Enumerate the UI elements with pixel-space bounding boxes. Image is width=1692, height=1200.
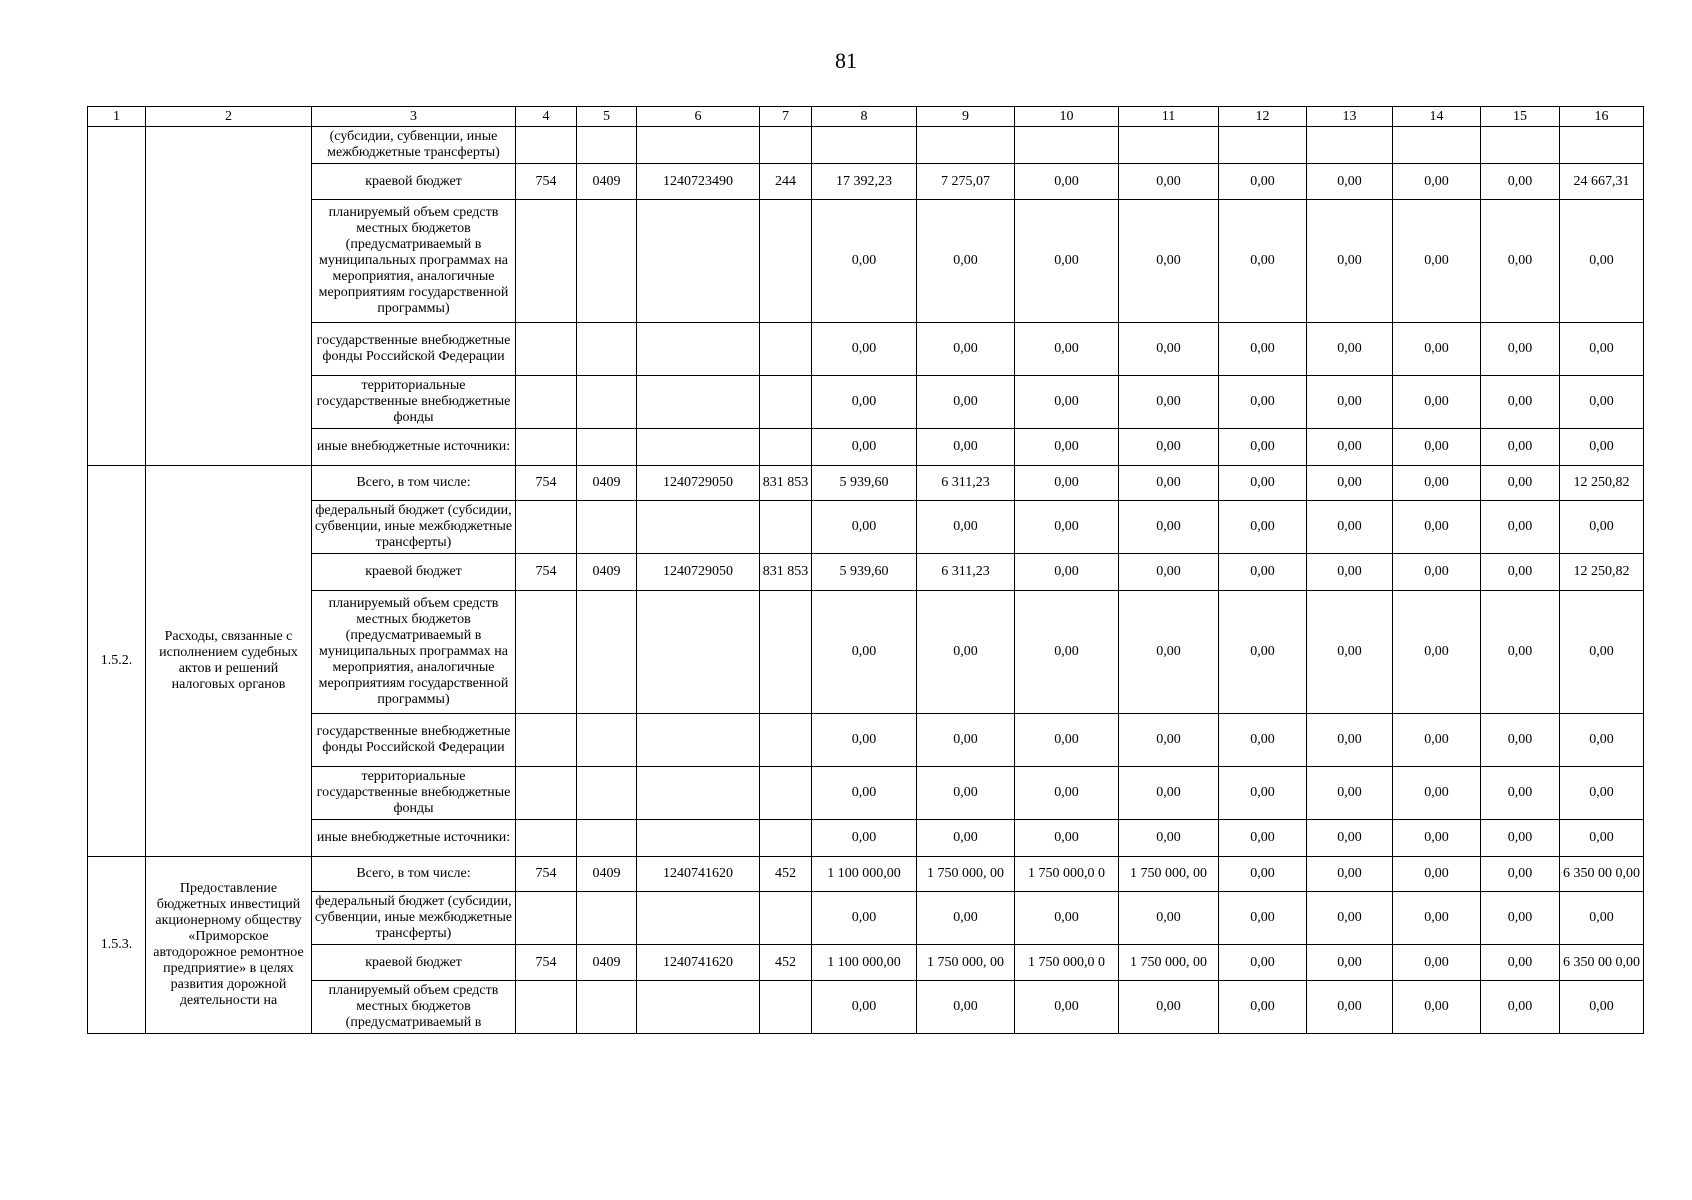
amount-cell-col11: 0,00 xyxy=(1119,501,1219,554)
column-number-6: 6 xyxy=(637,107,760,127)
amount-cell-col15: 0,00 xyxy=(1481,554,1560,591)
amount-cell-col13: 0,00 xyxy=(1307,200,1393,323)
section-code xyxy=(577,127,637,164)
admin-code xyxy=(516,892,577,945)
amount-cell-col9: 6 311,23 xyxy=(917,554,1015,591)
amount-cell-col11: 0,00 xyxy=(1119,714,1219,767)
amount-cell-col9: 0,00 xyxy=(917,429,1015,466)
amount-cell-col14 xyxy=(1393,127,1481,164)
admin-code: 754 xyxy=(516,857,577,892)
amount-cell-col10: 1 750 000,0 0 xyxy=(1015,857,1119,892)
amount-cell-col16: 6 350 00 0,00 xyxy=(1560,945,1644,981)
funding-source: иные внебюджетные источники: xyxy=(312,429,516,466)
section-code: 0409 xyxy=(577,554,637,591)
amount-cell-col10: 0,00 xyxy=(1015,554,1119,591)
amount-cell-col8: 5 939,60 xyxy=(812,554,917,591)
amount-cell-col14: 0,00 xyxy=(1393,554,1481,591)
amount-cell-col14: 0,00 xyxy=(1393,767,1481,820)
table-row xyxy=(88,892,1644,945)
amount-cell-col14: 0,00 xyxy=(1393,200,1481,323)
amount-cell-col8: 0,00 xyxy=(812,501,917,554)
column-number-9: 9 xyxy=(917,107,1015,127)
amount-cell-col13: 0,00 xyxy=(1307,892,1393,945)
amount-cell-col14: 0,00 xyxy=(1393,981,1481,1034)
amount-cell-col15 xyxy=(1481,127,1560,164)
amount-cell-col15: 0,00 xyxy=(1481,767,1560,820)
amount-cell-col9: 0,00 xyxy=(917,820,1015,857)
amount-cell-col10: 0,00 xyxy=(1015,714,1119,767)
amount-cell-col15: 0,00 xyxy=(1481,429,1560,466)
funding-source: федеральный бюджет (субсидии, субвенции, иные межбюджетные трансферты) xyxy=(312,892,516,945)
amount-cell-col15: 0,00 xyxy=(1481,892,1560,945)
section-code xyxy=(577,591,637,714)
amount-cell-col13: 0,00 xyxy=(1307,466,1393,501)
section-code: 0409 xyxy=(577,164,637,200)
expense-type-code xyxy=(760,981,812,1034)
amount-cell-col13: 0,00 xyxy=(1307,820,1393,857)
amount-cell-col11: 0,00 xyxy=(1119,981,1219,1034)
amount-cell-col10: 0,00 xyxy=(1015,820,1119,857)
amount-cell-col15: 0,00 xyxy=(1481,466,1560,501)
amount-cell-col8: 0,00 xyxy=(812,820,917,857)
amount-cell-col11: 0,00 xyxy=(1119,323,1219,376)
amount-cell-col8: 1 100 000,00 xyxy=(812,945,917,981)
amount-cell-col8: 0,00 xyxy=(812,376,917,429)
funding-source: планируемый объем средств местных бюджетов (предусматриваемый в муниципальных программах на мероприятия, аналогичные мероприятиям государственной программы) xyxy=(312,200,516,323)
funding-source: краевой бюджет xyxy=(312,554,516,591)
amount-cell-col11: 0,00 xyxy=(1119,466,1219,501)
table-row xyxy=(88,127,1644,164)
section-code xyxy=(577,981,637,1034)
amount-cell-col10 xyxy=(1015,127,1119,164)
expense-type-code xyxy=(760,892,812,945)
amount-cell-col10: 0,00 xyxy=(1015,501,1119,554)
column-number-4: 4 xyxy=(516,107,577,127)
funding-source: Всего, в том числе: xyxy=(312,466,516,501)
funding-source: территориальные государственные внебюджетные фонды xyxy=(312,376,516,429)
amount-cell-col16: 0,00 xyxy=(1560,767,1644,820)
section-code xyxy=(577,892,637,945)
amount-cell-col8: 17 392,23 xyxy=(812,164,917,200)
target-article-code xyxy=(637,981,760,1034)
target-article-code xyxy=(637,323,760,376)
amount-cell-col8: 5 939,60 xyxy=(812,466,917,501)
funding-source: государственные внебюджетные фонды Российской Федерации xyxy=(312,323,516,376)
table-row xyxy=(88,323,1644,376)
target-article-code: 1240729050 xyxy=(637,466,760,501)
amount-cell-col12: 0,00 xyxy=(1219,945,1307,981)
amount-cell-col13: 0,00 xyxy=(1307,714,1393,767)
column-number-3: 3 xyxy=(312,107,516,127)
amount-cell-col11: 0,00 xyxy=(1119,376,1219,429)
amount-cell-col12: 0,00 xyxy=(1219,554,1307,591)
expense-type-code: 244 xyxy=(760,164,812,200)
amount-cell-col13: 0,00 xyxy=(1307,376,1393,429)
amount-cell-col11: 0,00 xyxy=(1119,591,1219,714)
funding-source: краевой бюджет xyxy=(312,945,516,981)
amount-cell-col16: 0,00 xyxy=(1560,429,1644,466)
expense-type-code xyxy=(760,501,812,554)
amount-cell-col11 xyxy=(1119,127,1219,164)
table-row xyxy=(88,466,1644,501)
amount-cell-col16: 0,00 xyxy=(1560,714,1644,767)
expense-type-code xyxy=(760,591,812,714)
expense-type-code: 831 853 xyxy=(760,466,812,501)
column-number-15: 15 xyxy=(1481,107,1560,127)
expense-type-code xyxy=(760,323,812,376)
table-row xyxy=(88,376,1644,429)
amount-cell-col12: 0,00 xyxy=(1219,323,1307,376)
funding-source: иные внебюджетные источники: xyxy=(312,820,516,857)
funding-source: краевой бюджет xyxy=(312,164,516,200)
amount-cell-col16 xyxy=(1560,127,1644,164)
section-code xyxy=(577,429,637,466)
column-number-16: 16 xyxy=(1560,107,1644,127)
amount-cell-col15: 0,00 xyxy=(1481,945,1560,981)
amount-cell-col12: 0,00 xyxy=(1219,820,1307,857)
amount-cell-col14: 0,00 xyxy=(1393,945,1481,981)
amount-cell-col10: 0,00 xyxy=(1015,429,1119,466)
column-number-row xyxy=(88,107,1644,127)
amount-cell-col10: 1 750 000,0 0 xyxy=(1015,945,1119,981)
amount-cell-col8: 0,00 xyxy=(812,892,917,945)
target-article-code xyxy=(637,820,760,857)
amount-cell-col12: 0,00 xyxy=(1219,200,1307,323)
admin-code xyxy=(516,323,577,376)
item-code xyxy=(88,127,146,466)
table-row xyxy=(88,945,1644,981)
amount-cell-col9: 0,00 xyxy=(917,714,1015,767)
target-article-code xyxy=(637,714,760,767)
amount-cell-col10: 0,00 xyxy=(1015,591,1119,714)
amount-cell-col9: 0,00 xyxy=(917,591,1015,714)
table-row xyxy=(88,554,1644,591)
expense-type-code: 452 xyxy=(760,945,812,981)
amount-cell-col16: 0,00 xyxy=(1560,501,1644,554)
target-article-code xyxy=(637,892,760,945)
admin-code xyxy=(516,981,577,1034)
amount-cell-col13: 0,00 xyxy=(1307,323,1393,376)
page-number: 81 xyxy=(835,48,857,73)
amount-cell-col13: 0,00 xyxy=(1307,945,1393,981)
admin-code xyxy=(516,820,577,857)
column-number-8: 8 xyxy=(812,107,917,127)
amount-cell-col9: 1 750 000, 00 xyxy=(917,857,1015,892)
amount-cell-col9: 0,00 xyxy=(917,767,1015,820)
section-code xyxy=(577,376,637,429)
amount-cell-col16: 0,00 xyxy=(1560,981,1644,1034)
amount-cell-col12: 0,00 xyxy=(1219,164,1307,200)
admin-code xyxy=(516,429,577,466)
column-number-10: 10 xyxy=(1015,107,1119,127)
table-row xyxy=(88,429,1644,466)
amount-cell-col9 xyxy=(917,127,1015,164)
amount-cell-col12: 0,00 xyxy=(1219,981,1307,1034)
column-number-14: 14 xyxy=(1393,107,1481,127)
amount-cell-col11: 0,00 xyxy=(1119,429,1219,466)
admin-code xyxy=(516,376,577,429)
section-code: 0409 xyxy=(577,466,637,501)
item-code: 1.5.3. xyxy=(88,857,146,1034)
section-code xyxy=(577,323,637,376)
amount-cell-col10: 0,00 xyxy=(1015,466,1119,501)
amount-cell-col15: 0,00 xyxy=(1481,501,1560,554)
expense-type-code: 831 853 xyxy=(760,554,812,591)
column-number-1: 1 xyxy=(88,107,146,127)
amount-cell-col8: 0,00 xyxy=(812,429,917,466)
amount-cell-col12: 0,00 xyxy=(1219,466,1307,501)
column-number-12: 12 xyxy=(1219,107,1307,127)
amount-cell-col15: 0,00 xyxy=(1481,323,1560,376)
amount-cell-col8: 1 100 000,00 xyxy=(812,857,917,892)
target-article-code: 1240741620 xyxy=(637,945,760,981)
expense-type-code xyxy=(760,127,812,164)
amount-cell-col8: 0,00 xyxy=(812,200,917,323)
amount-cell-col15: 0,00 xyxy=(1481,164,1560,200)
section-code xyxy=(577,200,637,323)
table-body xyxy=(88,127,1644,1034)
expense-type-code xyxy=(760,767,812,820)
amount-cell-col16: 0,00 xyxy=(1560,323,1644,376)
table-row xyxy=(88,714,1644,767)
funding-source: планируемый объем средств местных бюджетов (предусматриваемый в муниципальных программах на мероприятия, аналогичные мероприятиям государственной программы) xyxy=(312,591,516,714)
amount-cell-col16: 0,00 xyxy=(1560,376,1644,429)
section-code: 0409 xyxy=(577,857,637,892)
admin-code xyxy=(516,200,577,323)
amount-cell-col9: 0,00 xyxy=(917,981,1015,1034)
item-code: 1.5.2. xyxy=(88,466,146,857)
amount-cell-col12: 0,00 xyxy=(1219,591,1307,714)
amount-cell-col11: 0,00 xyxy=(1119,820,1219,857)
section-code xyxy=(577,767,637,820)
funding-source: территориальные государственные внебюджетные фонды xyxy=(312,767,516,820)
amount-cell-col15: 0,00 xyxy=(1481,591,1560,714)
target-article-code xyxy=(637,591,760,714)
amount-cell-col16: 0,00 xyxy=(1560,200,1644,323)
amount-cell-col12: 0,00 xyxy=(1219,892,1307,945)
target-article-code: 1240741620 xyxy=(637,857,760,892)
amount-cell-col16: 0,00 xyxy=(1560,591,1644,714)
amount-cell-col10: 0,00 xyxy=(1015,892,1119,945)
admin-code: 754 xyxy=(516,945,577,981)
amount-cell-col9: 1 750 000, 00 xyxy=(917,945,1015,981)
item-name: Предоставление бюджетных инвестиций акционерному обществу «Приморское автодорожное ремонтное предприятие» в целях развития дорожной деятельности на xyxy=(146,857,312,1034)
amount-cell-col13: 0,00 xyxy=(1307,767,1393,820)
amount-cell-col15: 0,00 xyxy=(1481,857,1560,892)
expense-type-code xyxy=(760,376,812,429)
section-code xyxy=(577,820,637,857)
admin-code xyxy=(516,127,577,164)
amount-cell-col16: 6 350 00 0,00 xyxy=(1560,857,1644,892)
amount-cell-col14: 0,00 xyxy=(1393,429,1481,466)
expense-type-code: 452 xyxy=(760,857,812,892)
amount-cell-col16: 12 250,82 xyxy=(1560,554,1644,591)
expense-type-code xyxy=(760,820,812,857)
amount-cell-col16: 0,00 xyxy=(1560,892,1644,945)
amount-cell-col14: 0,00 xyxy=(1393,857,1481,892)
target-article-code xyxy=(637,501,760,554)
amount-cell-col11: 1 750 000, 00 xyxy=(1119,945,1219,981)
funding-source: государственные внебюджетные фонды Российской Федерации xyxy=(312,714,516,767)
amount-cell-col12 xyxy=(1219,127,1307,164)
amount-cell-col14: 0,00 xyxy=(1393,376,1481,429)
amount-cell-col12: 0,00 xyxy=(1219,501,1307,554)
expense-type-code xyxy=(760,714,812,767)
amount-cell-col9: 0,00 xyxy=(917,200,1015,323)
amount-cell-col9: 0,00 xyxy=(917,376,1015,429)
table-row xyxy=(88,767,1644,820)
amount-cell-col15: 0,00 xyxy=(1481,714,1560,767)
amount-cell-col8: 0,00 xyxy=(812,714,917,767)
target-article-code xyxy=(637,200,760,323)
amount-cell-col14: 0,00 xyxy=(1393,714,1481,767)
amount-cell-col16: 0,00 xyxy=(1560,820,1644,857)
amount-cell-col8: 0,00 xyxy=(812,981,917,1034)
admin-code: 754 xyxy=(516,466,577,501)
amount-cell-col15: 0,00 xyxy=(1481,820,1560,857)
amount-cell-col13: 0,00 xyxy=(1307,981,1393,1034)
amount-cell-col9: 0,00 xyxy=(917,892,1015,945)
table-row xyxy=(88,820,1644,857)
admin-code: 754 xyxy=(516,164,577,200)
amount-cell-col13: 0,00 xyxy=(1307,554,1393,591)
admin-code xyxy=(516,767,577,820)
amount-cell-col8: 0,00 xyxy=(812,767,917,820)
column-number-2: 2 xyxy=(146,107,312,127)
amount-cell-col8: 0,00 xyxy=(812,323,917,376)
amount-cell-col11: 0,00 xyxy=(1119,767,1219,820)
target-article-code: 1240723490 xyxy=(637,164,760,200)
table-row xyxy=(88,857,1644,892)
admin-code xyxy=(516,501,577,554)
item-name: Расходы, связанные с исполнением судебных актов и решений налоговых органов xyxy=(146,466,312,857)
amount-cell-col11: 0,00 xyxy=(1119,200,1219,323)
amount-cell-col15: 0,00 xyxy=(1481,981,1560,1034)
column-number-11: 11 xyxy=(1119,107,1219,127)
table-row xyxy=(88,981,1644,1034)
funding-source: (субсидии, субвенции, иные межбюджетные трансферты) xyxy=(312,127,516,164)
target-article-code: 1240729050 xyxy=(637,554,760,591)
amount-cell-col8: 0,00 xyxy=(812,591,917,714)
funding-source: Всего, в том числе: xyxy=(312,857,516,892)
column-number-5: 5 xyxy=(577,107,637,127)
amount-cell-col10: 0,00 xyxy=(1015,767,1119,820)
amount-cell-col11: 1 750 000, 00 xyxy=(1119,857,1219,892)
amount-cell-col14: 0,00 xyxy=(1393,164,1481,200)
amount-cell-col11: 0,00 xyxy=(1119,164,1219,200)
table-row xyxy=(88,501,1644,554)
admin-code: 754 xyxy=(516,554,577,591)
target-article-code xyxy=(637,429,760,466)
column-number-7: 7 xyxy=(760,107,812,127)
amount-cell-col12: 0,00 xyxy=(1219,714,1307,767)
amount-cell-col10: 0,00 xyxy=(1015,164,1119,200)
target-article-code xyxy=(637,376,760,429)
target-article-code xyxy=(637,127,760,164)
amount-cell-col13: 0,00 xyxy=(1307,591,1393,714)
amount-cell-col14: 0,00 xyxy=(1393,591,1481,714)
amount-cell-col9: 0,00 xyxy=(917,323,1015,376)
amount-cell-col13: 0,00 xyxy=(1307,164,1393,200)
budget-table xyxy=(87,106,1644,1034)
amount-cell-col15: 0,00 xyxy=(1481,200,1560,323)
expense-type-code xyxy=(760,200,812,323)
admin-code xyxy=(516,591,577,714)
amount-cell-col13: 0,00 xyxy=(1307,857,1393,892)
section-code xyxy=(577,714,637,767)
amount-cell-col10: 0,00 xyxy=(1015,981,1119,1034)
table-row xyxy=(88,164,1644,200)
item-name xyxy=(146,127,312,466)
amount-cell-col12: 0,00 xyxy=(1219,767,1307,820)
amount-cell-col14: 0,00 xyxy=(1393,323,1481,376)
column-number-13: 13 xyxy=(1307,107,1393,127)
amount-cell-col10: 0,00 xyxy=(1015,376,1119,429)
amount-cell-col12: 0,00 xyxy=(1219,429,1307,466)
section-code xyxy=(577,501,637,554)
table-row xyxy=(88,591,1644,714)
amount-cell-col11: 0,00 xyxy=(1119,892,1219,945)
amount-cell-col15: 0,00 xyxy=(1481,376,1560,429)
admin-code xyxy=(516,714,577,767)
funding-source: планируемый объем средств местных бюджетов (предусматриваемый в xyxy=(312,981,516,1034)
amount-cell-col10: 0,00 xyxy=(1015,200,1119,323)
amount-cell-col13 xyxy=(1307,127,1393,164)
amount-cell-col12: 0,00 xyxy=(1219,857,1307,892)
amount-cell-col10: 0,00 xyxy=(1015,323,1119,376)
amount-cell-col9: 0,00 xyxy=(917,501,1015,554)
amount-cell-col9: 7 275,07 xyxy=(917,164,1015,200)
amount-cell-col14: 0,00 xyxy=(1393,820,1481,857)
amount-cell-col13: 0,00 xyxy=(1307,501,1393,554)
amount-cell-col12: 0,00 xyxy=(1219,376,1307,429)
amount-cell-col14: 0,00 xyxy=(1393,892,1481,945)
amount-cell-col8 xyxy=(812,127,917,164)
amount-cell-col9: 6 311,23 xyxy=(917,466,1015,501)
amount-cell-col14: 0,00 xyxy=(1393,466,1481,501)
section-code: 0409 xyxy=(577,945,637,981)
target-article-code xyxy=(637,767,760,820)
funding-source: федеральный бюджет (субсидии, субвенции, иные межбюджетные трансферты) xyxy=(312,501,516,554)
amount-cell-col11: 0,00 xyxy=(1119,554,1219,591)
amount-cell-col13: 0,00 xyxy=(1307,429,1393,466)
table-row xyxy=(88,200,1644,323)
amount-cell-col16: 24 667,31 xyxy=(1560,164,1644,200)
amount-cell-col14: 0,00 xyxy=(1393,501,1481,554)
amount-cell-col16: 12 250,82 xyxy=(1560,466,1644,501)
expense-type-code xyxy=(760,429,812,466)
